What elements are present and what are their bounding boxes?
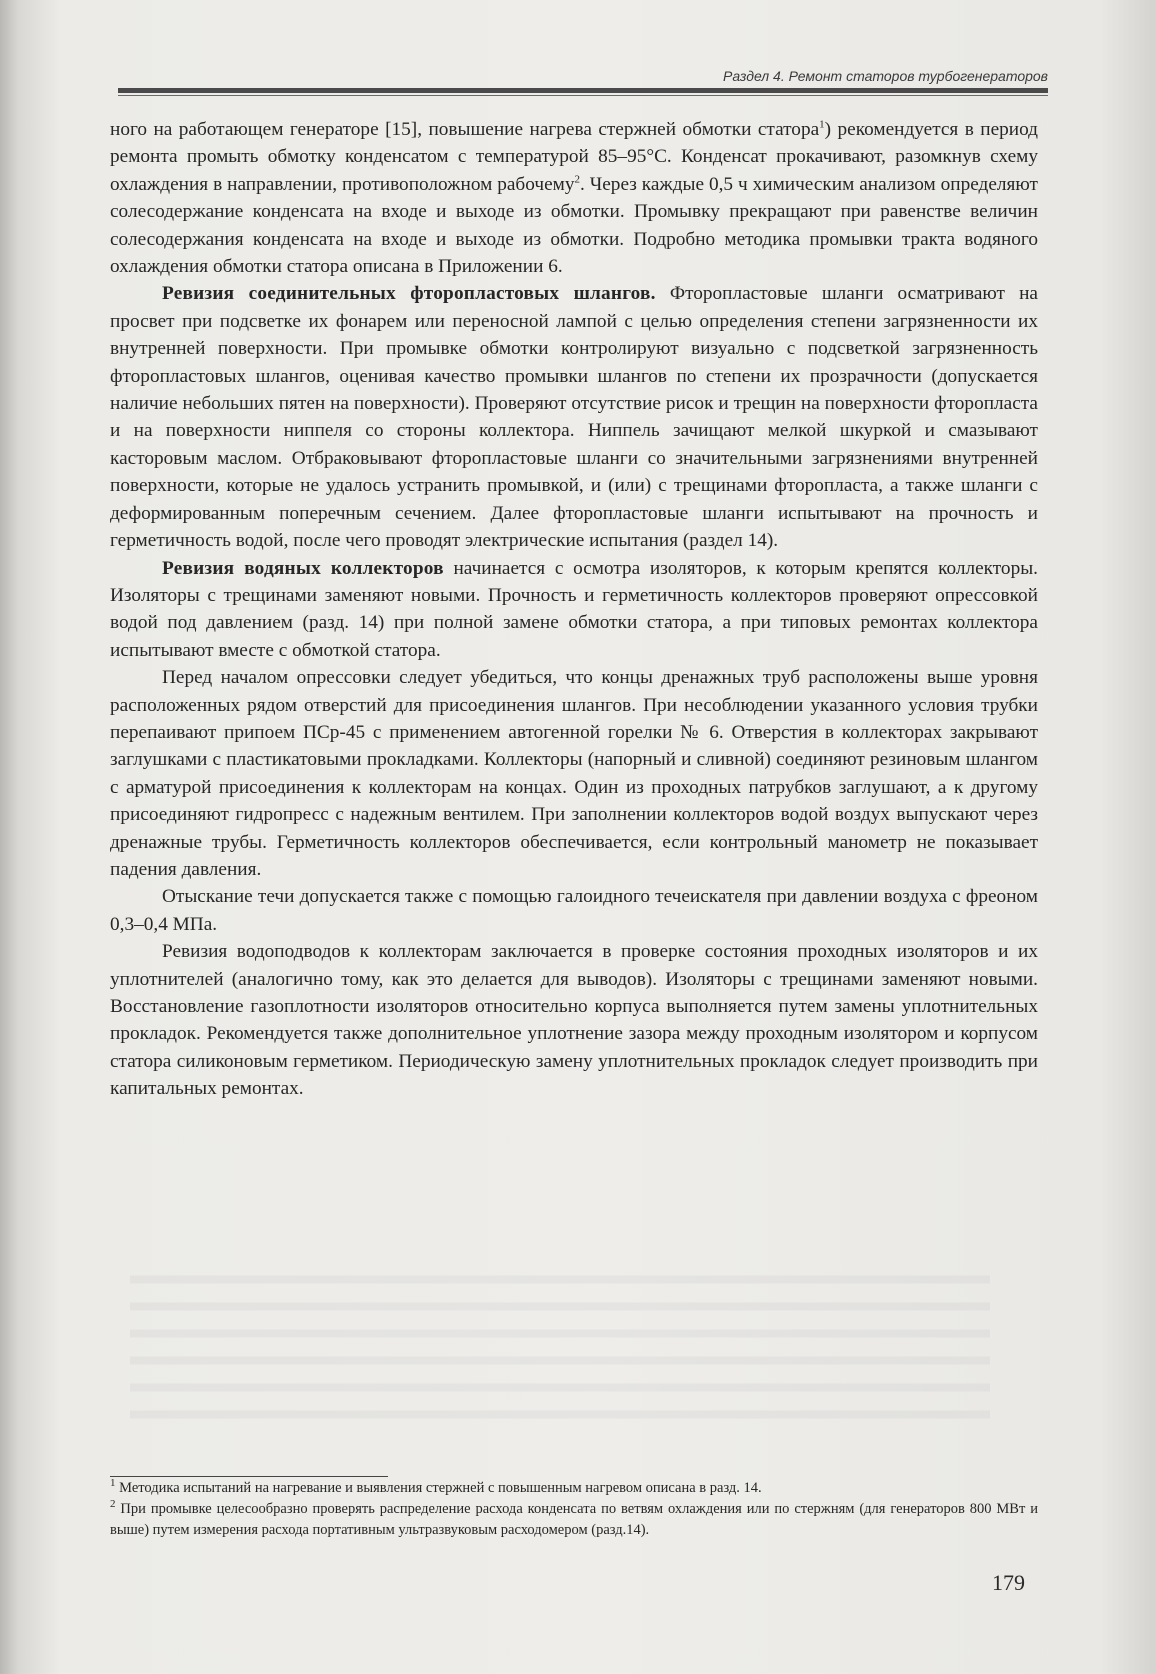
footnote-text: При промывке целесообразно проверять распределение расхода конденсата по ветвям охлаждения или по стержням (для генераторов 800 МВт и выше) путем измерения расхода портативным ультразвуковым расходомером (разд.14). [110, 1501, 1038, 1538]
footnote-ref: 1 [819, 118, 825, 131]
header-rule [118, 88, 1048, 93]
footnote-ref: 2 [574, 173, 580, 186]
footnote [110, 1499, 1038, 1541]
footnote-mark: 2 [110, 1498, 116, 1511]
paragraph: Отыскание течи допускается также с помощью галоидного течеискателя при давлении воздуха с фреоном 0,3–0,4 МПа. [110, 886, 1038, 935]
running-header [118, 68, 1048, 98]
section-heading-inline: Ревизия соединительных фторопластовых шлангов. [162, 283, 656, 305]
section-heading-inline: Ревизия водяных коллекторов [162, 557, 444, 579]
footnote [110, 1478, 1038, 1499]
paragraph-text: Фторопластовые шланги осматривают на просвет при подсветке их фонарем или переносной лампой с целью определения степени загрязненности их внутренней поверхности. При промывке обмотки контролируют визуально с подсветкой загрязненность фторопластовых шлангов, оценивая качество промывки шлангов по степени их прозрачности (допускается наличие небольших пятен на поверхности). Проверяют отсутствие рисок и трещин на поверхности фторопласта и на поверхности ниппеля со стороны коллектора. Ниппель зачищают мелкой шкуркой и смазывают касторовым маслом. Отбраковывают фторопластовые шланги со значительными загрязнениями внутренней поверхности, которые не удалось устранить промывкой, и (или) с трещинами фторопласта, а также шланги с деформированным поперечным сечением. Далее фторопластовые шланги испытывают на прочность и герметичность водой, после чего проводят электрические испытания (раздел 14). [110, 283, 1038, 552]
page-number: 179 [992, 1570, 1025, 1595]
footnote-text: Методика испытаний на нагревание и выявления стержней с повышенным нагревом описана в разд. 14. [115, 1480, 762, 1496]
paragraph: Ревизия водоподводов к коллекторам заключается в проверке состояния проходных изоляторов и их уплотнителей (аналогично тому, как это делается для выводов). Изоляторы с трещинами заменяют новыми. Восстановление газоплотности изоляторов относительно корпуса выполняется путем замены уплотнительных прокладок. Рекомендуется также дополнительное уплотнение зазора между проходным изолятором и корпусом статора силиконовым герметиком. Периодическую замену уплотнительных прокладок следует производить при капитальных ремонтах. [110, 941, 1038, 1100]
header-rule-thin [118, 95, 1048, 96]
paragraph: Перед началом опрессовки следует убедиться, что концы дренажных труб расположены выше уровня расположенных рядом отверстий для присоединения шлангов. При несоблюдении указанного условия трубки перепаивают припоем ПСр-45 с применением автогенной горелки № 6. Отверстия в коллекторах закрывают заглушками с пластикатовыми прокладками. Коллекторы (напорный и сливной) соединяют резиновым шлангом с арматурой присоединения к коллекторам на концах. Один из проходных патрубков заглушают, а к другому присоединяют гидропресс с надежным вентилем. При заполнении коллекторов водой воздух выпускают через дренажные трубы. Герметичность коллекторов обеспечивается, если контрольный манометр не показывает падения давления. [110, 667, 1038, 880]
paragraph [110, 280, 1038, 554]
footnotes [110, 1478, 1038, 1541]
paragraph [110, 116, 1038, 280]
paragraph-text: ного на работающем генераторе [15], повышение нагрева стержней обмотки статора [110, 119, 820, 140]
running-title: Раздел 4. Ремонт статоров турбогенераторов [723, 68, 1048, 84]
paragraph-text: . Через каждые 0,5 ч химическим анализом определяют солесодержание конденсата на входе и выходе из обмотки. Промывку прекращают при равенстве величин солесодержания конденсата на входе и выходе из обмотки. Подробно методика промывки тракта водяного охлаждения обмотки статора описана в Приложении 6. [110, 173, 1038, 278]
main-text [110, 116, 1038, 1103]
show-through-shadow [130, 1262, 990, 1432]
paragraph-text: начинается с осмотра изоляторов, к которым крепятся коллекторы. Изоляторы с трещинами заменяют новыми. Прочность и герметичность коллекторов проверяют опрессовкой водой под давлением (разд. 14) при полной замене обмотки статора, а при типовых ремонтах коллектора испытывают вместе с обмоткой статора. [110, 557, 1038, 661]
paragraph [110, 555, 1038, 665]
footnote-mark: 1 [110, 1477, 116, 1490]
footnote-separator [110, 1476, 388, 1477]
paragraph-text: ) рекомендуется в период ремонта промыть обмотку конденсатом с температурой 85–95°С. Конденсат прокачивают, разомкнув схему охлаждения в направлении, противоположном рабочему [110, 119, 1038, 195]
